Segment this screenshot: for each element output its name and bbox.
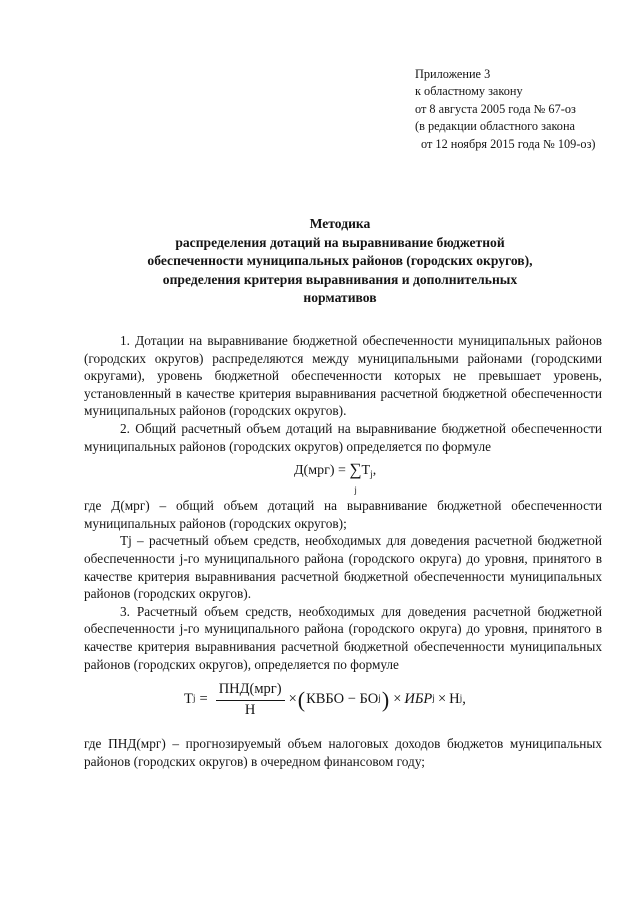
formula-tail: , bbox=[462, 691, 466, 708]
title-line: нормативов bbox=[303, 290, 377, 306]
definition-pnd: где ПНД(мрг) – прогнозируемый объем налоговых доходов бюджетов муниципальных районов (городских округов) в очередном финансовом году; bbox=[84, 736, 602, 769]
formula-h: Н bbox=[449, 691, 460, 708]
annex-line: (в редакции областного закона bbox=[415, 119, 575, 134]
sum-symbol: ∑ j bbox=[349, 461, 361, 479]
formula-h-sub: j bbox=[459, 694, 463, 705]
formula-lhs: Д(мрг) = bbox=[294, 463, 346, 479]
definition-d-mrg: где Д(мрг) – общий объем дотаций на выравнивание бюджетной обеспеченности муниципальных районов (городских округов); bbox=[84, 498, 602, 531]
annex-line: к областному закону bbox=[415, 84, 523, 99]
formula-fraction bbox=[216, 681, 285, 719]
formula-bo-sub: j bbox=[378, 694, 381, 705]
title-line: обеспеченности муниципальных районов (городских округов), bbox=[147, 253, 533, 269]
fraction-denominator: Н bbox=[244, 701, 256, 718]
times-sign: × bbox=[393, 691, 402, 708]
annex-line: от 8 августа 2005 года № 67-оз bbox=[415, 101, 576, 116]
paragraph-1: 1. Дотации на выравнивание бюджетной обеспеченности муниципальных районов (городских округов) распределяются между муниципальными районами (городскими округами), уровень бюджетной обеспеченности которых не превышает уровень, установленный в качестве критерия выравнивания расчетной бюджетной обеспеченности муниципальных районов (городских округов). bbox=[84, 333, 602, 419]
annex-line: Приложение 3 bbox=[415, 67, 491, 81]
times-sign: × bbox=[437, 691, 447, 708]
title-line: определения критерия выравнивания и дополнительных bbox=[162, 271, 518, 287]
fraction-numerator: ПНД(мрг) bbox=[216, 681, 285, 701]
formula-kvbo: КВБО − БО bbox=[306, 691, 379, 708]
paragraph-3: 3. Расчетный объем средств, необходимых для доведения расчетной бюджетной обеспеченности j-го муниципального района (городского округа) до уровня, принятого в качестве критерия выравнивания расчетной бюджетной обеспеченности муниципальных районов (городских округов), определяется по формуле bbox=[84, 603, 602, 672]
formula-ibr-sub: j bbox=[432, 694, 435, 705]
paragraph-2: 2. Общий расчетный объем дотаций на выравнивание бюджетной обеспеченности муниципальных районов (городских округов) определяется по формуле bbox=[84, 420, 602, 454]
document-title bbox=[70, 215, 610, 308]
formula-term-sub: j bbox=[370, 470, 373, 481]
definition-tj: Tj – расчетный объем средств, необходимых для доведения расчетной бюджетной обеспеченности j-го муниципального района (городского округа) до уровня, принятого в качестве критерия выравнивания расчетной бюджетной обеспеченности муниципальных районов (городских округов). bbox=[84, 533, 602, 602]
formula-tj bbox=[84, 677, 602, 733]
formula-term: T bbox=[361, 463, 371, 479]
formula-eq: = bbox=[199, 691, 208, 708]
formula-lhs: T bbox=[184, 691, 193, 708]
formula-lhs-sub: j bbox=[192, 694, 196, 705]
document-body bbox=[84, 332, 602, 770]
annex-header bbox=[415, 66, 596, 153]
formula-tail: , bbox=[372, 463, 377, 479]
title-line: Методика bbox=[309, 216, 371, 231]
left-paren: ( bbox=[297, 687, 306, 713]
annex-line: от 12 ноября 2015 года № 109-оз) bbox=[421, 136, 596, 151]
right-paren: ) bbox=[381, 687, 390, 713]
title-line: распределения дотаций на выравнивание бюджетной bbox=[175, 234, 505, 250]
times-sign: × bbox=[288, 691, 297, 708]
formula-ibr: ИБР bbox=[404, 691, 433, 708]
formula-total-subsidy bbox=[84, 455, 602, 497]
sum-index: j bbox=[354, 485, 357, 496]
